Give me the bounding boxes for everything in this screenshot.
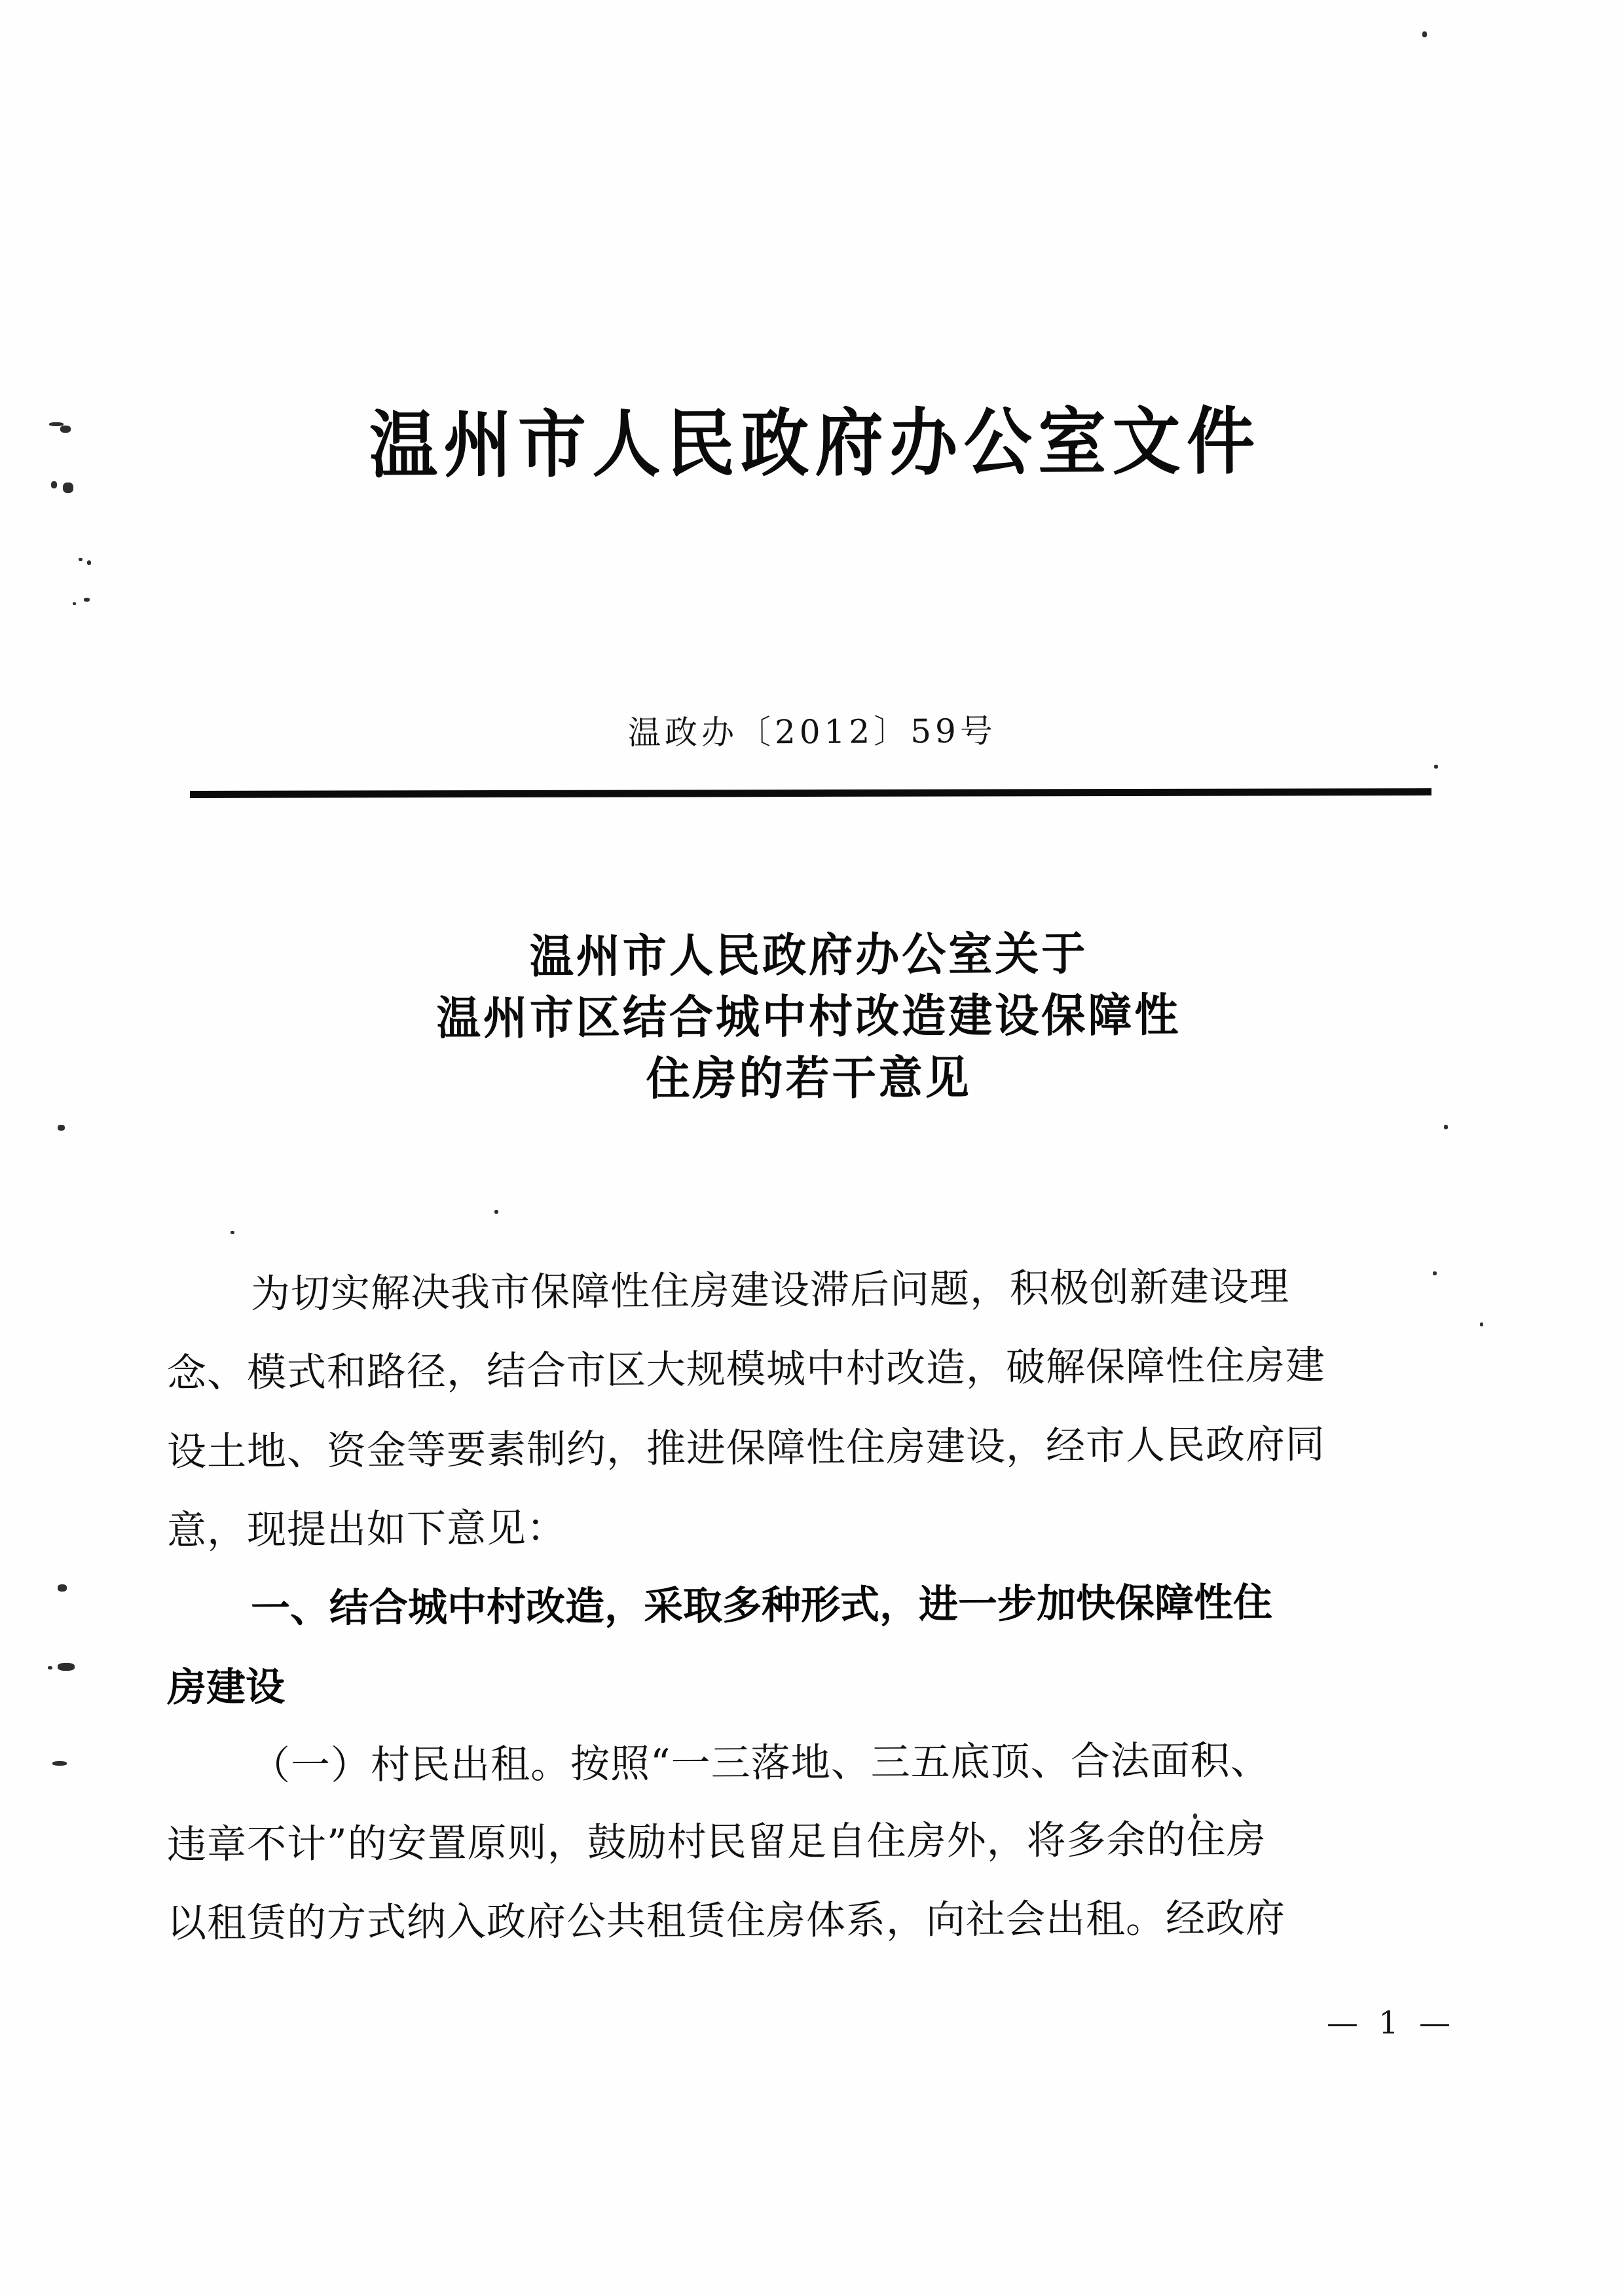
scan-artifact-speck [48, 1666, 52, 1669]
scan-artifact-speck [87, 560, 91, 565]
doc-title-line: 温州市人民政府办公室关于 [529, 926, 1088, 984]
page-number: — 1 — [1326, 2005, 1456, 2041]
subsection-paragraph-line: （一）村民出租。按照“一三落地、三五底顶、合法面积、 [250, 1738, 1270, 1789]
scan-artifact-speck [1444, 1125, 1448, 1129]
body-paragraph-line: 为切实解决我市保障性住房建设滞后问题，积极创新建设理 [250, 1264, 1290, 1318]
separator-rule [190, 788, 1431, 798]
section-heading-line: 房建设 [166, 1664, 286, 1711]
body-paragraph-line: 意，现提出如下意见： [166, 1505, 567, 1554]
scan-artifact-speck [1422, 31, 1427, 37]
page-footer [167, 2005, 1475, 2041]
doc-title [167, 924, 1450, 1109]
section-heading-line: 一、结合城中村改造，采取多种形式，进一步加快保障性住 [250, 1579, 1273, 1632]
masthead [0, 398, 1624, 489]
scan-artifact-speck [58, 1584, 67, 1592]
masthead-title: 温州市人民政府办公室文件 [369, 398, 1261, 489]
scan-artifact-speck [84, 598, 90, 602]
doc-number: 温政办〔2012〕59号 [627, 712, 997, 752]
body-paragraph-line: 设土地、资金等要素制约，推进保障性住房建设，经市人民政府同 [166, 1421, 1326, 1475]
scan-artifact-speck [58, 1663, 75, 1671]
scan-artifact-speck [58, 1125, 65, 1131]
scan-artifact-speck [494, 1210, 498, 1214]
scan-artifact-speck [231, 1231, 234, 1234]
scan-artifact-speck [79, 558, 83, 561]
scan-artifact-speck [1480, 1322, 1483, 1326]
subsection-paragraph-line: 违章不计”的安置原则，鼓励村民留足自住房外，将多余的住房 [166, 1816, 1266, 1868]
subsection-paragraph-line: 以租赁的方式纳入政府公共租赁住房体系，向社会出租。经政府 [166, 1895, 1286, 1946]
scan-artifact-speck [73, 602, 76, 605]
doc-number-row [0, 706, 1624, 753]
body-text [167, 1256, 1456, 1963]
doc-title-line: 住房的若干意见 [646, 1050, 972, 1106]
body-paragraph-line: 念、模式和路径，结合市区大规模城中村改造，破解保障性住房建 [166, 1342, 1326, 1396]
scan-artifact-speck [52, 1761, 67, 1766]
doc-title-line: 温州市区结合城中村改造建设保障性 [436, 987, 1181, 1046]
scan-artifact-speck [1434, 765, 1438, 769]
